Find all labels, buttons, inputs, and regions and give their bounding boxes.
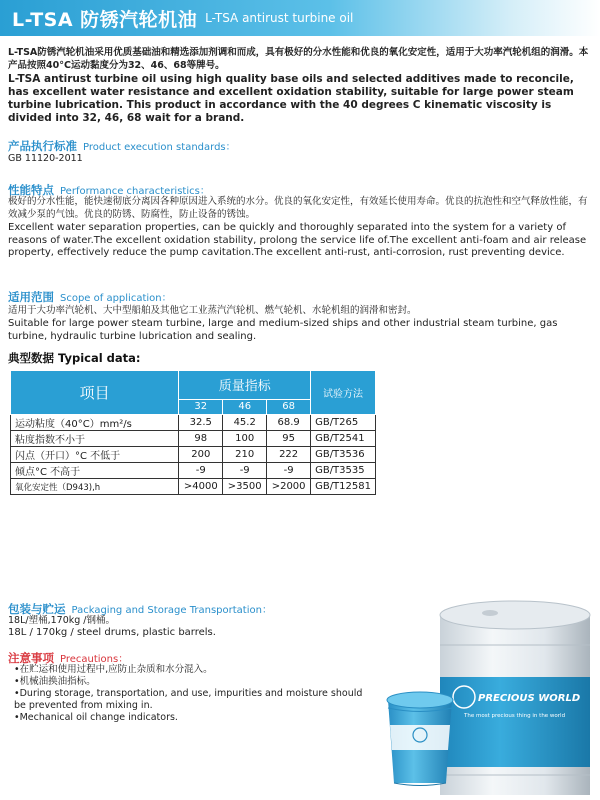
precautions-title-en: Precautions： bbox=[60, 654, 129, 665]
list-item: •在贮运和使用过程中,应防止杂质和水分混入。 bbox=[14, 664, 213, 675]
row-item: 闪点（开口）°C 不低于 bbox=[11, 447, 179, 463]
header-quality: 质量指标 bbox=[179, 371, 311, 400]
grade-46: 46 bbox=[223, 399, 267, 414]
intro-zh: L-TSA防锈汽轮机油采用优质基础油和精选添加剂调和而成，具有极好的分水性能和优良的氧化安定性，适用于大功率汽轮机组的润滑。本产品按照40°C运动黏度分为32、46、68等牌号。 bbox=[8, 47, 589, 71]
table-row bbox=[11, 479, 376, 495]
performance-zh: 极好的分水性能，能快速彻底分离因各种原因进入系统的水分。优良的氧化安定性，有效延长使用寿命。优良的抗泡性和空气释放性能，有效减少泵的气蚀。优良的防锈、防腐性，防止设备的锈蚀。 bbox=[8, 196, 588, 220]
grade-68: 68 bbox=[267, 399, 311, 414]
title-en: L-TSA antirust turbine oil bbox=[205, 11, 354, 25]
application-title bbox=[8, 289, 172, 305]
application-zh: 适用于大功率汽轮机、大中型船舶及其他它工业蒸汽汽轮机、燃气轮机、水轮机组的润滑和密封。 bbox=[8, 305, 417, 316]
table-row bbox=[11, 447, 376, 463]
drum-slogan: The most precious thing in the world bbox=[464, 713, 566, 719]
table-row bbox=[11, 431, 376, 447]
row-value-32: 200 bbox=[179, 447, 223, 463]
standards-title-en: Product execution standards： bbox=[83, 142, 236, 153]
row-value-68: >2000 bbox=[267, 479, 311, 495]
intro-section bbox=[8, 46, 594, 125]
row-value-68: -9 bbox=[267, 463, 311, 479]
header-method: 试验方法 bbox=[311, 371, 376, 415]
row-value-68: 95 bbox=[267, 431, 311, 447]
product-image bbox=[380, 585, 600, 800]
precautions-title-zh: 注意事项 bbox=[8, 651, 54, 665]
application-en: Suitable for large power steam turbine, large and medium-sized ships and other industrial steam turbine, gas turbine, hydraulic turbine lubrication and sealing. bbox=[8, 318, 558, 342]
list-item: •机械油换油指标。 bbox=[14, 676, 96, 687]
typical-data-title: 典型数据 Typical data: bbox=[8, 351, 141, 365]
row-item: 倾点°C 不高于 bbox=[11, 463, 179, 479]
application-title-zh: 适用范围 bbox=[8, 290, 54, 304]
table-row bbox=[11, 415, 376, 431]
row-value-32: -9 bbox=[179, 463, 223, 479]
row-item: 粘度指数不小于 bbox=[11, 431, 179, 447]
title-zh: L-TSA 防锈汽轮机油 bbox=[12, 8, 198, 31]
row-value-68: 222 bbox=[267, 447, 311, 463]
standards-title-zh: 产品执行标准 bbox=[8, 139, 77, 153]
row-value-32: 98 bbox=[179, 431, 223, 447]
performance-title-en: Performance characteristics： bbox=[60, 186, 210, 197]
plastic-pail-icon bbox=[387, 692, 453, 786]
row-value-46: 45.2 bbox=[223, 415, 267, 431]
row-value-68: 68.9 bbox=[267, 415, 311, 431]
page-header bbox=[0, 0, 600, 36]
row-item: 氧化安定性（D943),h bbox=[11, 479, 179, 495]
standards-title bbox=[8, 138, 236, 154]
packaging-en: 18L / 170kg / steel drums, plastic barrels. bbox=[8, 627, 216, 638]
row-item: 运动粘度（40°C）mm²/s bbox=[11, 415, 179, 431]
row-method: GB/T265 bbox=[311, 415, 376, 431]
packaging-zh: 18L/塑桶,170kg /钢桶。 bbox=[8, 615, 115, 626]
row-value-46: 100 bbox=[223, 431, 267, 447]
performance-title-zh: 性能特点 bbox=[8, 183, 54, 197]
row-value-46: >3500 bbox=[223, 479, 267, 495]
header-item: 项目 bbox=[11, 371, 179, 415]
row-value-46: -9 bbox=[223, 463, 267, 479]
row-value-46: 210 bbox=[223, 447, 267, 463]
precautions-list bbox=[14, 664, 374, 724]
grade-32: 32 bbox=[179, 399, 223, 414]
row-value-32: >4000 bbox=[179, 479, 223, 495]
standards-value: GB 11120-2011 bbox=[8, 153, 83, 164]
row-method: GB/T3535 bbox=[311, 463, 376, 479]
list-item: •During storage, transportation, and use, impurities and moisture should be prevented from mixing in. bbox=[14, 688, 363, 711]
list-item: •Mechanical oil change indicators. bbox=[14, 712, 178, 723]
typical-data-table bbox=[10, 370, 376, 495]
intro-en: L-TSA antirust turbine oil using high quality base oils and selected additives made to reconcile, has excellent water resistance and excellent oxidation stability, suitable for large power steam turbine lubrication. This product in accordance with the 40 degrees C kinematic viscosity is divided into 32, 46, 68 wait for a brand. bbox=[8, 73, 574, 124]
row-value-32: 32.5 bbox=[179, 415, 223, 431]
table-row bbox=[11, 463, 376, 479]
row-method: GB/T12581 bbox=[311, 479, 376, 495]
row-method: GB/T2541 bbox=[311, 431, 376, 447]
packaging-title-en: Packaging and Storage Transportation： bbox=[71, 605, 272, 616]
product-illustration bbox=[380, 585, 600, 800]
steel-drum-icon bbox=[440, 601, 590, 795]
row-method: GB/T3536 bbox=[311, 447, 376, 463]
packaging-title-zh: 包装与贮运 bbox=[8, 602, 66, 616]
performance-en: Excellent water separation properties, can be quickly and thoroughly separated into the system for a variety of reasons of water.The excellent oxidation stability, prolong the service life of.The excellent anti-foam and air release property, effectively reduce the pump cavitation.The excellent anti-rust, anti-corrosion, rust preventing device. bbox=[8, 222, 587, 258]
application-title-en: Scope of application： bbox=[60, 293, 172, 304]
drum-brand: PRECIOUS WORLD bbox=[478, 693, 581, 704]
